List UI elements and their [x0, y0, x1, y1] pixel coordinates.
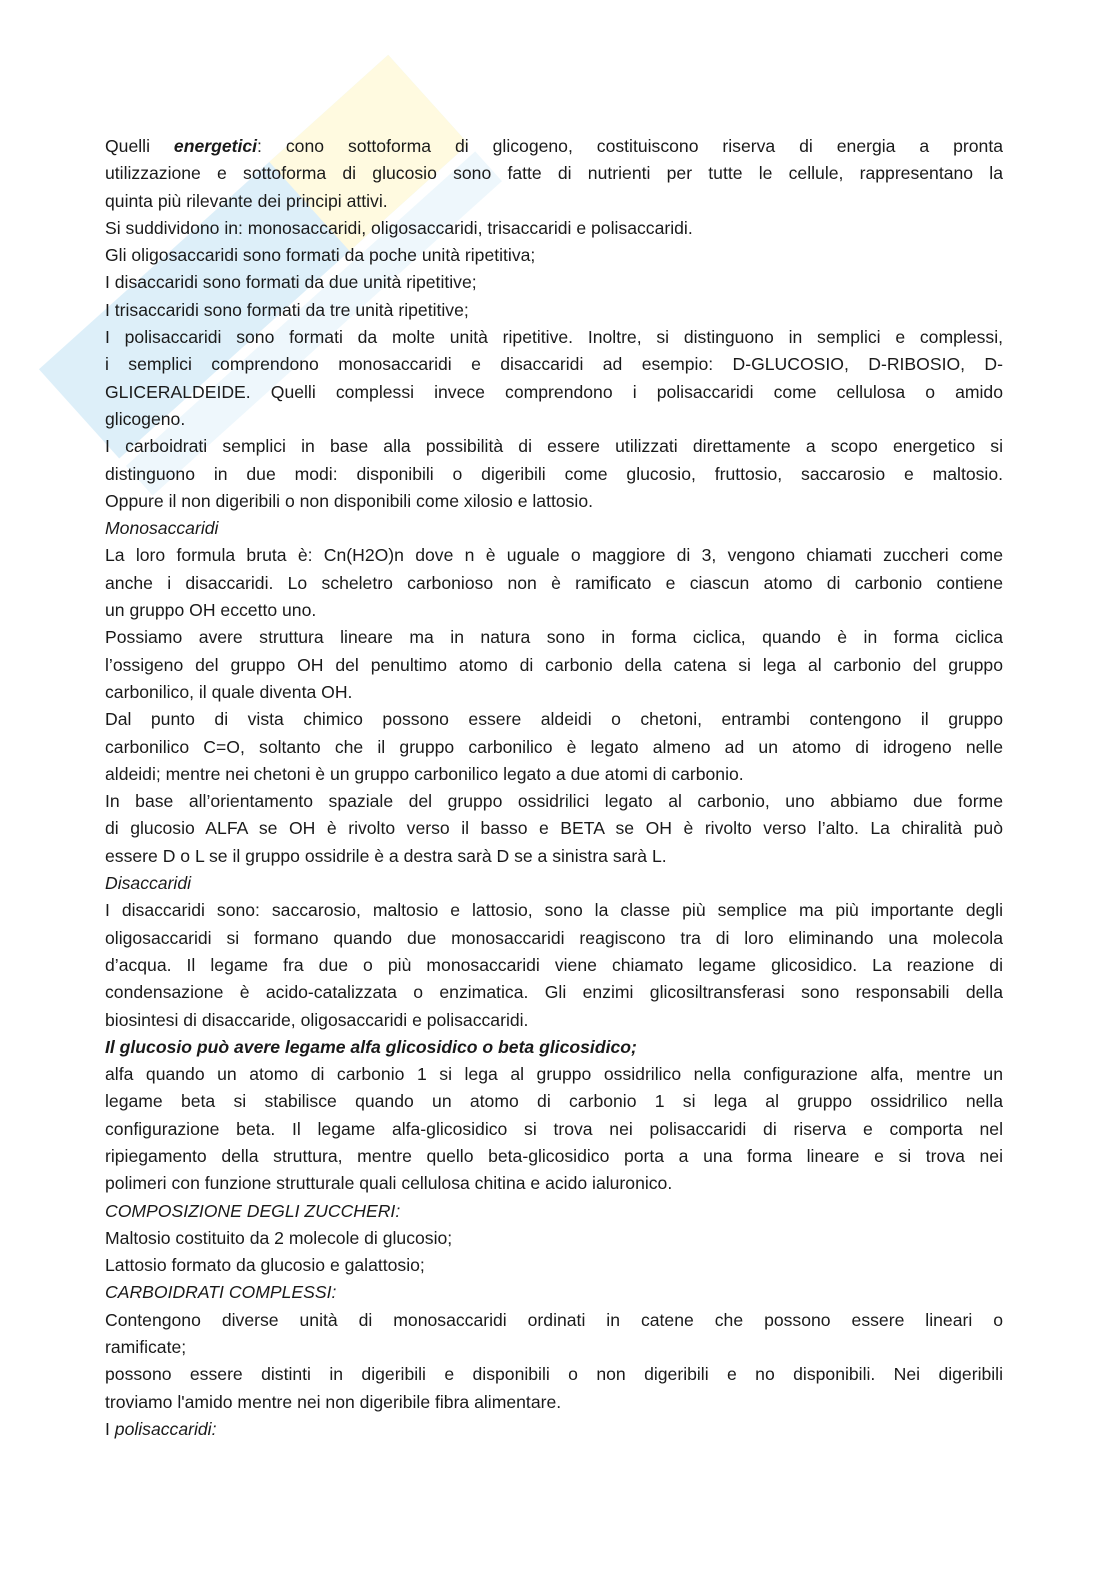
- text-segment: Oppure il non digeribili o non disponibili come xilosio e lattosio.: [105, 490, 594, 511]
- text-line: [105, 597, 1003, 624]
- text-line: [105, 979, 1003, 1006]
- text-segment: l’ossigeno del gruppo OH del penultimo atomo di carbonio della catena si lega al carbonio del gruppo: [105, 654, 1003, 675]
- text-segment: Si suddividono in: monosaccaridi, oligosaccaridi, trisaccaridi e polisaccaridi.: [105, 217, 693, 238]
- text-line: [105, 624, 1003, 651]
- text-line: [105, 406, 1003, 433]
- text-line: [105, 815, 1003, 842]
- text-line: [105, 1170, 1003, 1197]
- text-line: [105, 133, 1003, 160]
- text-segment: polimeri con funzione strutturale quali cellulosa chitina e acido ialuronico.: [105, 1173, 673, 1194]
- text-line: [105, 433, 1003, 460]
- text-line: [105, 542, 1003, 569]
- text-line: [105, 1198, 1003, 1225]
- text-segment: configurazione beta. Il legame alfa-glicosidico si trova nei polisaccaridi di riserva e comporta nel: [105, 1118, 1003, 1139]
- text-line: [105, 1116, 1003, 1143]
- text-line: [105, 1416, 1003, 1443]
- text-segment: utilizzazione e sottoforma di glucosio sono fatte di nutrienti per tutte le cellule, rappresentano la: [105, 163, 1003, 184]
- text-segment: I carboidrati semplici in base alla possibilità di essere utilizzati direttamente a scopo energetico si: [105, 436, 1003, 457]
- text-segment: un gruppo OH eccetto uno.: [105, 600, 317, 621]
- text-line: [105, 761, 1003, 788]
- text-segment: alfa quando un atomo di carbonio 1 si lega al gruppo ossidrilico nella configurazione alfa, mentre un: [105, 1064, 1003, 1085]
- text-segment: anche i disaccaridi. Lo scheletro carbonioso non è ramificato e ciascun atomo di carbonio contiene: [105, 572, 1003, 593]
- text-line: [105, 297, 1003, 324]
- text-line: [105, 1088, 1003, 1115]
- text-segment: I disaccaridi sono formati da due unità ripetitive;: [105, 272, 477, 293]
- text-line: [105, 706, 1003, 733]
- document-body: [105, 133, 1003, 1443]
- text-segment: oligosaccaridi si formano quando due monosaccaridi reagiscono tra di loro eliminando una molecola: [105, 927, 1003, 948]
- text-segment: legame beta si stabilisce quando un atomo di carbonio 1 si lega al gruppo ossidrilico nella: [105, 1091, 1003, 1112]
- text-segment: distinguono in due modi: disponibili o digeribili come glucosio, fruttosio, saccarosio e maltosio.: [105, 463, 1003, 484]
- text-segment: carbonilico, il quale diventa OH.: [105, 681, 353, 702]
- text-line: [105, 242, 1003, 269]
- text-line: [105, 652, 1003, 679]
- text-segment: condensazione è acido-catalizzata o enzimatica. Gli enzimi glicosiltransferasi sono responsabili della: [105, 982, 1003, 1003]
- text-line: [105, 188, 1003, 215]
- text-line: [105, 1007, 1003, 1034]
- text-line: [105, 1143, 1003, 1170]
- text-line: [105, 952, 1003, 979]
- text-line: [105, 160, 1003, 187]
- text-line: [105, 1361, 1003, 1388]
- text-line: [105, 570, 1003, 597]
- text-line: [105, 379, 1003, 406]
- text-line: [105, 215, 1003, 242]
- text-segment: I polisaccaridi sono formati da molte unità ripetitive. Inoltre, si distinguono in semplici e complessi,: [105, 327, 1003, 348]
- text-segment: Lattosio formato da glucosio e galattosio;: [105, 1255, 425, 1276]
- text-segment: La loro formula bruta è: Cn(H2O)n dove n è uguale o maggiore di 3, vengono chiamati zuccheri come: [105, 545, 1003, 566]
- text-segment: In base all’orientamento spaziale del gruppo ossidrilici legato al carbonio, uno abbiamo due forme: [105, 791, 1003, 812]
- text-segment: I trisaccaridi sono formati da tre unità ripetitive;: [105, 299, 469, 320]
- text-line: [105, 324, 1003, 351]
- text-segment: Quelli: [105, 136, 174, 156]
- text-line: [105, 1334, 1003, 1361]
- text-segment: Dal punto di vista chimico possono essere aldeidi o chetoni, entrambi contengono il gruppo: [105, 709, 1003, 730]
- text-line: [105, 488, 1003, 515]
- text-segment: quinta più rilevante dei principi attivi.: [105, 190, 388, 211]
- text-segment: GLICERALDEIDE. Quelli complessi invece comprendono i polisaccaridi come cellulosa o amido: [105, 381, 1003, 402]
- text-line: [105, 1279, 1003, 1306]
- text-line: [105, 897, 1003, 924]
- text-line: [105, 1061, 1003, 1088]
- text-line: [105, 1225, 1003, 1252]
- text-segment: d’acqua. Il legame fra due o più monosaccaridi viene chiamato legame glicosidico. La reazione di: [105, 954, 1003, 975]
- text-segment: Gli oligosaccaridi sono formati da poche unità ripetitiva;: [105, 245, 536, 266]
- italic-text: Disaccaridi: [105, 873, 192, 894]
- italic-text: COMPOSIZIONE DEGLI ZUCCHERI:: [105, 1200, 401, 1221]
- text-line: [105, 461, 1003, 488]
- text-segment: Maltosio costituito da 2 molecole di glucosio;: [105, 1227, 453, 1248]
- text-segment: Possiamo avere struttura lineare ma in natura sono in forma ciclica, quando è in forma ciclica: [105, 627, 1003, 648]
- text-segment: carbonilico C=O, soltanto che il gruppo carbonilico è legato almeno ad un atomo di idrogeno nelle: [105, 736, 1003, 757]
- text-line: [105, 1389, 1003, 1416]
- text-line: [105, 734, 1003, 761]
- text-segment: I disaccaridi sono: saccarosio, maltosio e lattosio, sono la classe più semplice ma più importante degli: [105, 900, 1003, 921]
- text-line: [105, 1252, 1003, 1279]
- text-line: [105, 870, 1003, 897]
- text-segment: aldeidi; mentre nei chetoni è un gruppo carbonilico legato a due atomi di carbonio.: [105, 763, 744, 784]
- text-line: [105, 925, 1003, 952]
- text-line: [105, 351, 1003, 378]
- text-segment: essere D o L se il gruppo ossidrile è a destra sarà D se a sinistra sarà L.: [105, 845, 667, 866]
- text-segment: i semplici comprendono monosaccaridi e disaccaridi ad esempio: D-GLUCOSIO, D-RIBOSIO, D-: [105, 354, 1003, 375]
- text-line: [105, 679, 1003, 706]
- text-segment: glicogeno.: [105, 408, 186, 429]
- italic-text: polisaccaridi:: [114, 1418, 217, 1439]
- text-segment: ramificate;: [105, 1337, 187, 1358]
- bold-italic-text: Il glucosio può avere legame alfa glicosidico o beta glicosidico;: [105, 1036, 637, 1057]
- text-line: [105, 269, 1003, 296]
- text-line: [105, 843, 1003, 870]
- bold-italic-text: energetici: [173, 136, 258, 156]
- text-segment: ripiegamento della struttura, mentre quello beta-glicosidico porta a una forma lineare e si trova nei: [105, 1145, 1003, 1166]
- text-segment: di glucosio ALFA se OH è rivolto verso il basso e BETA se OH è rivolto verso l’alto. La chiralità può: [105, 818, 1003, 839]
- text-segment: troviamo l'amido mentre nei non digeribile fibra alimentare.: [105, 1391, 562, 1412]
- text-segment: biosintesi di disaccaride, oligosaccaridi e polisaccaridi.: [105, 1009, 529, 1030]
- text-segment: : cono sottoforma di glicogeno, costituiscono riserva di energia a pronta: [257, 136, 1003, 156]
- text-segment: Contengono diverse unità di monosaccaridi ordinati in catene che possono essere lineari o: [105, 1309, 1003, 1330]
- text-line: [105, 1307, 1003, 1334]
- text-segment: possono essere distinti in digeribili e disponibili o non digeribili e no disponibili. Nei digeribili: [105, 1364, 1003, 1385]
- text-line: [105, 788, 1003, 815]
- italic-text: Monosaccaridi: [105, 518, 219, 539]
- text-line: [105, 515, 1003, 542]
- text-line: [105, 1034, 1003, 1061]
- text-segment: I: [105, 1418, 115, 1439]
- italic-text: CARBOIDRATI COMPLESSI:: [105, 1282, 337, 1303]
